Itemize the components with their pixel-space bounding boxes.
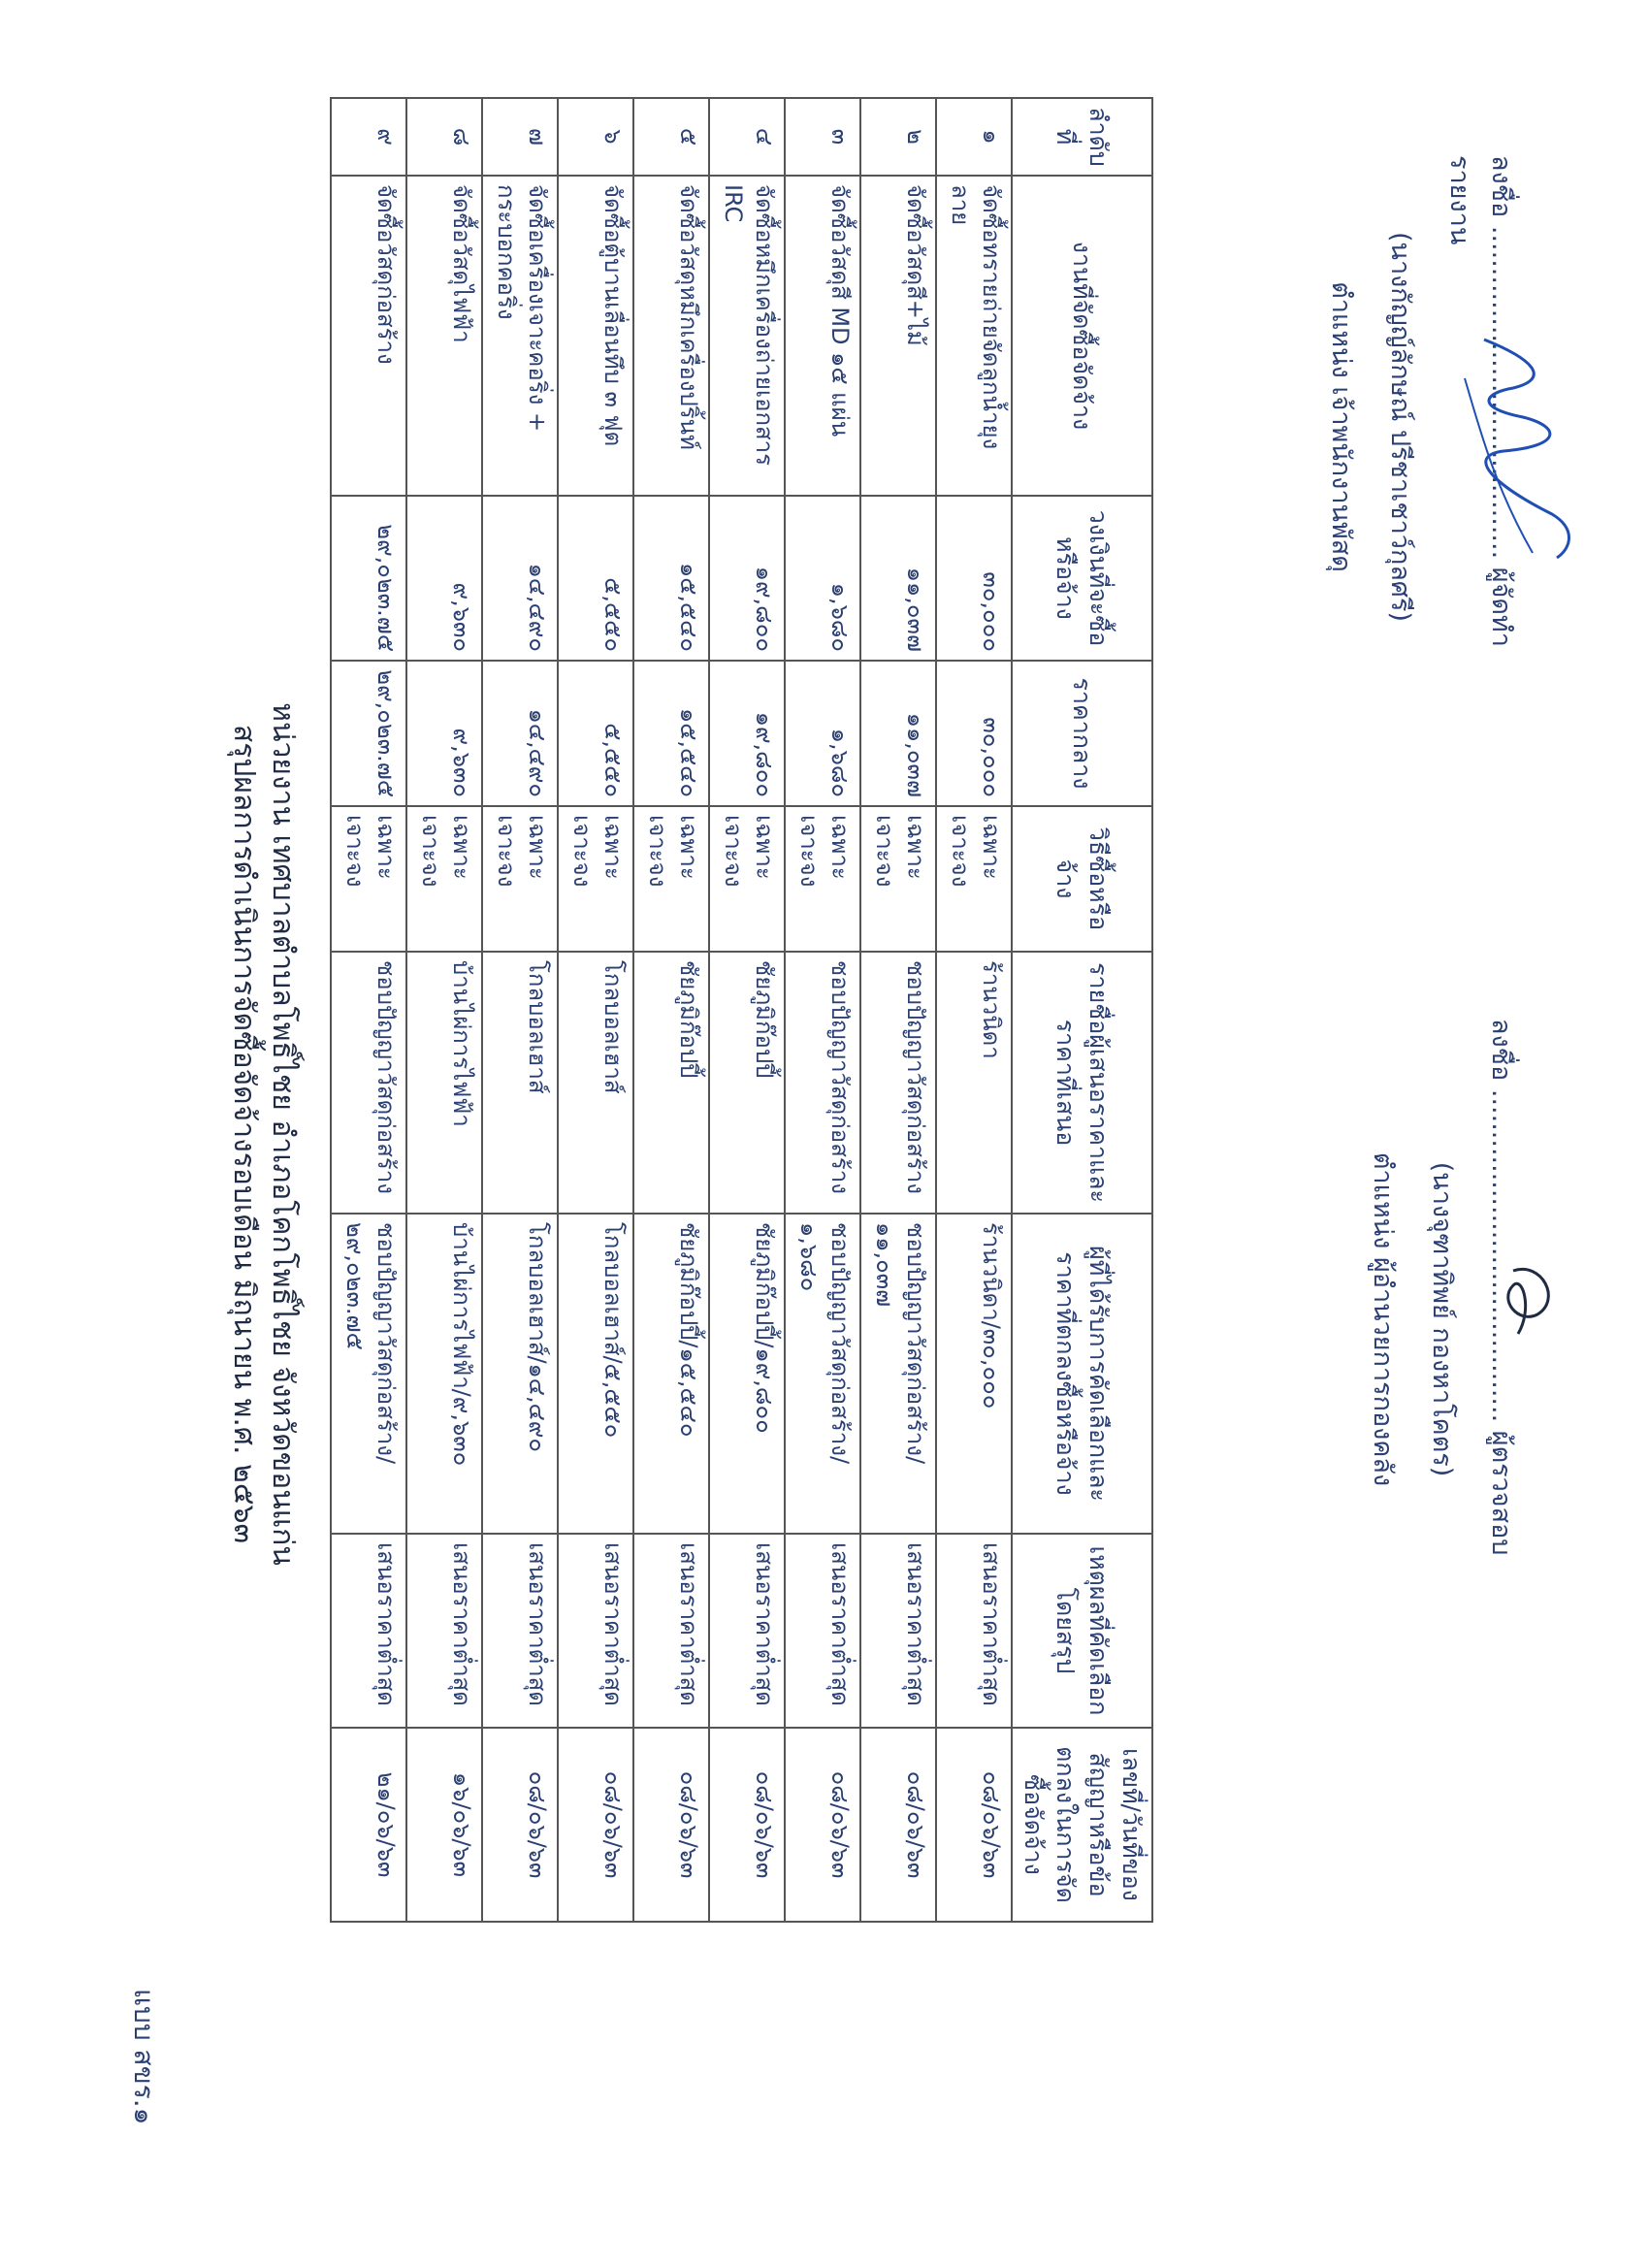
cell-mid-price: ๓๐,๐๐๐ — [936, 661, 1012, 806]
cell-no: ๒ — [860, 98, 936, 176]
checker-sign-label: ลงชื่อ — [1486, 1019, 1516, 1082]
form-code: แบบ สขร.๑ — [128, 1989, 160, 2125]
cell-contract: ๐๘/๐๖/๖๓ — [709, 1728, 785, 1922]
cell-winner: ชอบปัญญาวัสดุก่อสร้าง/ ๒๙,๐๒๓.๗๕ — [331, 1214, 406, 1534]
cell-method: เฉพาะเจาะจง — [633, 806, 709, 952]
cell-bidders: ชัยภูมิก๊อปปี้ — [633, 952, 709, 1214]
cell-bidders: โกลบอลเฮาส์ — [482, 952, 558, 1214]
procurement-table — [330, 97, 1153, 1923]
cell-method: เฉพาะเจาะจง — [331, 806, 406, 952]
cell-reason: เสนอราคาต่ำสุด — [482, 1534, 558, 1728]
table-row — [558, 98, 633, 1922]
cell-reason: เสนอราคาต่ำสุด — [709, 1534, 785, 1728]
cell-no: ๕ — [633, 98, 709, 176]
checker-role: ผู้ตรวจสอบ — [1486, 1430, 1516, 1556]
preparer-sign-label: ลงชื่อ — [1486, 155, 1516, 218]
cell-method: เฉพาะเจาะจง — [558, 806, 633, 952]
cell-mid-price: ๑๑,๐๓๗ — [860, 661, 936, 806]
header-bidders: รายชื่อผู้เสนอราคาและราคาที่เสนอ — [1012, 952, 1152, 1214]
cell-mid-price: ๕,๕๕๐ — [558, 661, 633, 806]
signature-block-preparer — [1304, 155, 1523, 698]
cell-budget: ๑,๖๘๐ — [785, 496, 860, 661]
cell-reason: เสนอราคาต่ำสุด — [558, 1534, 633, 1728]
table-row — [936, 98, 1012, 1922]
cell-reason: เสนอราคาต่ำสุด — [936, 1534, 1012, 1728]
cell-contract: ๐๘/๐๖/๖๓ — [785, 1728, 860, 1922]
cell-reason: เสนอราคาต่ำสุด — [331, 1534, 406, 1728]
cell-budget: ๑๑,๐๓๗ — [860, 496, 936, 661]
cell-mid-price: ๑๕,๕๔๐ — [633, 661, 709, 806]
cell-contract: ๐๘/๐๖/๖๓ — [482, 1728, 558, 1922]
cell-bidders: ชอบปัญญาวัสดุก่อสร้าง — [860, 952, 936, 1214]
table-row — [633, 98, 709, 1922]
table-row — [482, 98, 558, 1922]
cell-winner: ชอบปัญญาวัสดุก่อสร้าง/ ๑๑,๐๓๗ — [860, 1214, 936, 1534]
preparer-position: ตำแหน่ง เจ้าพนักงานพัสดุ — [1326, 281, 1356, 572]
cell-winner: ชัยภูมิก๊อปปี้/๑๕,๕๔๐ — [633, 1214, 709, 1534]
cell-budget: ๑๙,๘๐๐ — [709, 496, 785, 661]
cell-method: เฉพาะเจาะจง — [860, 806, 936, 952]
cell-winner: ชอบปัญญาวัสดุก่อสร้าง/ ๑,๖๘๐ — [785, 1214, 860, 1534]
header-no: ลำดับที่ — [1012, 98, 1152, 176]
cell-item: จัดซื้อวัสดุหมึกเครื่องปริ้นท์ — [633, 176, 709, 496]
cell-contract: ๐๘/๐๖/๖๓ — [860, 1728, 936, 1922]
cell-item: จัดซื้อวัสดุสี MD ๑๕ แผ่น — [785, 176, 860, 496]
header-winner: ผู้ที่ได้รับการคัดเลือกและราคาที่ตกลงซื้อหรือจ้าง — [1012, 1214, 1152, 1534]
cell-mid-price: ๑,๖๘๐ — [785, 661, 860, 806]
table-row — [331, 98, 406, 1922]
cell-contract: ๐๘/๐๖/๖๓ — [936, 1728, 1012, 1922]
cell-no: ๑ — [936, 98, 1012, 176]
cell-no: ๘ — [406, 98, 482, 176]
cell-reason: เสนอราคาต่ำสุด — [785, 1534, 860, 1728]
cell-reason: เสนอราคาต่ำสุด — [633, 1534, 709, 1728]
header-method: วิธีซื้อหรือจ้าง — [1012, 806, 1152, 952]
cell-mid-price: ๑๙,๘๐๐ — [709, 661, 785, 806]
table-row — [860, 98, 936, 1922]
cell-budget: ๑๔,๔๙๐ — [482, 496, 558, 661]
cell-budget: ๙,๖๓๐ — [406, 496, 482, 661]
cell-winner: บ้านไผ่การไฟฟ้า/๙,๖๓๐ — [406, 1214, 482, 1534]
header-mid-price: ราคากลาง — [1012, 661, 1152, 806]
cell-mid-price: ๙,๖๓๐ — [406, 661, 482, 806]
preparer-role: ผู้จัดทำรายงาน — [1444, 155, 1516, 647]
cell-reason: เสนอราคาต่ำสุด — [406, 1534, 482, 1728]
cell-bidders: บ้านไผ่การไฟฟ้า — [406, 952, 482, 1214]
header-reason: เหตุผลที่คัดเลือกโดยสรุป — [1012, 1534, 1152, 1728]
cell-budget: ๓๐,๐๐๐ — [936, 496, 1012, 661]
cell-winner: โกลบอลเฮาส์/๕,๕๕๐ — [558, 1214, 633, 1534]
table-row — [406, 98, 482, 1922]
table-header-row — [1012, 98, 1152, 1922]
cell-mid-price: ๑๔,๔๙๐ — [482, 661, 558, 806]
handwritten-signature-checker — [1484, 1242, 1571, 1358]
cell-item: จัดซื้อวัสดุสี+ไม้ — [860, 176, 936, 496]
cell-method: เฉพาะเจาะจง — [785, 806, 860, 952]
cell-bidders: ชอบปัญญาวัสดุก่อสร้าง — [785, 952, 860, 1214]
cell-item: จัดซื้อวัสดุไฟฟ้า — [406, 176, 482, 496]
cell-budget: ๒๙,๐๒๓.๗๕ — [331, 496, 406, 661]
cell-item: จัดซื้อหมึกเครื่องถ่ายเอกสาร IRC — [709, 176, 785, 496]
cell-contract: ๑๖/๐๖/๖๓ — [406, 1728, 482, 1922]
signature-block-checker — [1345, 1019, 1523, 1620]
cell-method: เฉพาะเจาะจง — [709, 806, 785, 952]
cell-no: ๔ — [709, 98, 785, 176]
cell-no: ๖ — [558, 98, 633, 176]
cell-method: เฉพาะเจาะจง — [406, 806, 482, 952]
cell-contract: ๐๘/๐๖/๖๓ — [633, 1728, 709, 1922]
cell-item: จัดซื้อเครื่องเจาะคอริ่ง + กระบอกคอริ่ง — [482, 176, 558, 496]
cell-bidders: ร้านวนิดา — [936, 952, 1012, 1214]
header-contract: เลขที่/วันที่ของสัญญาหรือข้อตกลงในการจัดซื้อจัดจ้าง — [1012, 1728, 1152, 1922]
cell-no: ๗ — [482, 98, 558, 176]
table-row — [709, 98, 785, 1922]
handwritten-signature-preparer — [1445, 320, 1591, 572]
cell-winner: ร้านวนิดา/๓๐,๐๐๐ — [936, 1214, 1012, 1534]
cell-budget: ๕,๕๕๐ — [558, 496, 633, 661]
cell-bidders: โกลบอลเฮาส์ — [558, 952, 633, 1214]
cell-no: ๙ — [331, 98, 406, 176]
cell-contract: ๒๑/๐๖/๖๓ — [331, 1728, 406, 1922]
cell-item: จัดซื้อตู้บานเลื่อนทึบ ๓ ฟุต — [558, 176, 633, 496]
cell-winner: โกลบอลเฮาส์/๑๔,๔๙๐ — [482, 1214, 558, 1534]
preparer-sign-line: ลงชื่อ ........................................ ผู้จัดทำรายงาน — [1444, 155, 1516, 647]
document-subtitle: หน่วยงาน เทศบาลตำบลโพธิ์ไชย อำเภอโคกโพธิ์ไชย จังหวัดขอนแก่น — [266, 702, 300, 1566]
checker-name: (นางจุฑาทิพย์ กองหาโคตร) — [1427, 1161, 1457, 1477]
document-title: สรุปผลการดำเนินการจัดซื้อจัดจ้างรอบเดือน มิถุนายน พ.ศ. ๒๕๖๓ — [227, 724, 261, 1544]
checker-sign-line: ลงชื่อ ........................................ ผู้ตรวจสอบ — [1486, 1019, 1516, 1556]
preparer-name: (นางกัญญ์ลักษณ์ ปรีชาเชาว์กุลศรี) — [1385, 231, 1415, 623]
table-row — [785, 98, 860, 1922]
cell-contract: ๐๘/๐๖/๖๓ — [558, 1728, 633, 1922]
cell-bidders: ชัยภูมิก๊อปปี้ — [709, 952, 785, 1214]
cell-reason: เสนอราคาต่ำสุด — [860, 1534, 936, 1728]
cell-no: ๓ — [785, 98, 860, 176]
header-budget: วงเงินที่จะซื้อหรือจ้าง — [1012, 496, 1152, 661]
cell-method: เฉพาะเจาะจง — [482, 806, 558, 952]
table-body — [331, 98, 1012, 1922]
header-item: งานที่จัดซื้อจัดจ้าง — [1012, 176, 1152, 496]
cell-item: จัดซื้อทรายถ่ายจัดลูกน้ำยุงลาย — [936, 176, 1012, 496]
cell-bidders: ชอบปัญญาวัสดุก่อสร้าง — [331, 952, 406, 1214]
cell-method: เฉพาะเจาะจง — [936, 806, 1012, 952]
checker-position: ตำแหน่ง ผู้อำนวยการกองคลัง — [1368, 1151, 1398, 1487]
cell-budget: ๑๕,๕๔๐ — [633, 496, 709, 661]
cell-winner: ชัยภูมิก๊อปปี้/๑๙,๘๐๐ — [709, 1214, 785, 1534]
cell-mid-price: ๒๙,๐๒๓.๗๕ — [331, 661, 406, 806]
cell-item: จัดซื้อวัสดุก่อสร้าง — [331, 176, 406, 496]
